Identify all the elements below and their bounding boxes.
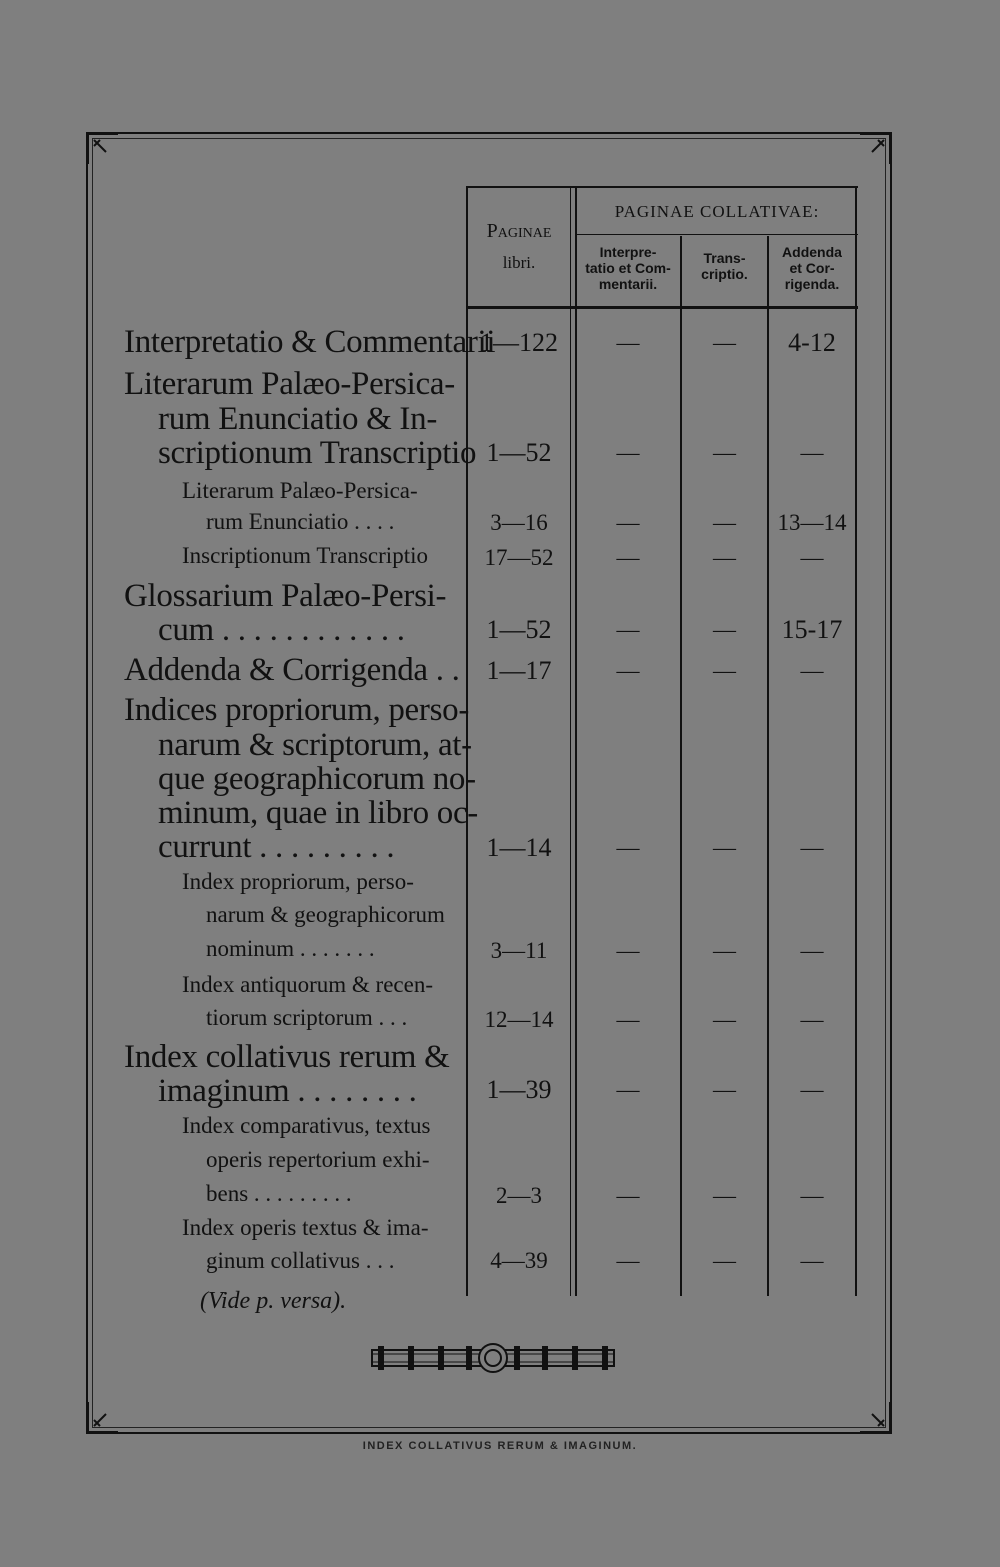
- pages-cell: 1—52: [486, 615, 552, 644]
- pages-cell: 17—52: [484, 545, 554, 570]
- interpretatio-cell: —: [616, 835, 640, 860]
- pages-cell: 1—17: [486, 656, 552, 685]
- interpretatio-cell: —: [616, 1248, 640, 1273]
- entry-title: cum . . . . . . . . . . . .: [158, 612, 405, 648]
- interpretatio-col-heading: Interpre- tatio et Com- mentarii.: [585, 244, 671, 292]
- entry-title: Inscriptionum Transcriptio: [182, 543, 428, 568]
- entry-title: operis repertorium exhi-: [206, 1147, 430, 1172]
- paginae-libri-heading: [468, 220, 570, 273]
- entry-title: Addenda & Corrigenda . .: [124, 652, 460, 688]
- interpretatio-cell: —: [616, 1077, 640, 1102]
- entry-title: Index antiquorum & recen-: [182, 972, 433, 997]
- entry-title: Index collativus rerum &: [124, 1039, 450, 1075]
- interpretatio-cell: —: [616, 658, 640, 683]
- entry-title: nominum . . . . . . .: [206, 936, 375, 961]
- addenda-col-heading: Addenda et Cor- rigenda.: [782, 244, 842, 292]
- interpretatio-cell: —: [616, 938, 640, 963]
- interpretatio-cell: —: [616, 617, 640, 642]
- transcriptio-cell: —: [713, 1183, 736, 1208]
- transcriptio-cell: —: [713, 440, 736, 465]
- pages-cell: 1—52: [486, 438, 552, 467]
- paginae-collativae-heading: PAGINAE COLLATIVAE:: [614, 202, 820, 221]
- table-right-rule: [855, 186, 857, 1296]
- entry-title: scriptionum Transcriptio: [158, 435, 477, 471]
- entry-title: minum, quae in libro oc-: [158, 795, 478, 831]
- transcriptio-cell: —: [713, 617, 736, 642]
- decorative-ornament: [370, 1340, 616, 1376]
- entry-title: tiorum scriptorum . . .: [206, 1005, 408, 1030]
- entry-title: Literarum Palæo-Persica-: [124, 366, 455, 402]
- pages-cell: 12—14: [484, 1007, 554, 1032]
- addenda-cell: —: [800, 1007, 824, 1032]
- transcriptio-cell: —: [713, 545, 736, 570]
- corner-ornament-top-left: [86, 132, 120, 166]
- col1-right-rule: [680, 236, 682, 1296]
- entry-title: ginum collativus . . .: [206, 1248, 395, 1273]
- pages-right-rule: [570, 186, 571, 1296]
- header-bottom-rule: [468, 306, 858, 309]
- corner-ornament-bottom-left: [86, 1400, 120, 1434]
- addenda-cell: —: [800, 658, 824, 683]
- addenda-cell: 15-17: [781, 615, 843, 644]
- interpretatio-cell: —: [616, 510, 640, 535]
- entry-title: bens . . . . . . . . .: [206, 1181, 352, 1206]
- corner-ornament-bottom-right: [858, 1400, 892, 1434]
- entry-title: narum & scriptorum, at-: [158, 727, 472, 763]
- interpretatio-cell: —: [616, 1183, 640, 1208]
- addenda-cell: 13—14: [777, 510, 847, 535]
- addenda-cell: —: [800, 440, 824, 465]
- transcriptio-cell: —: [713, 330, 736, 355]
- entry-title: Interpretatio & Commentarii: [124, 324, 496, 360]
- col2-right-rule: [767, 236, 769, 1296]
- transcriptio-cell: —: [713, 1077, 736, 1102]
- collativae-rule: [576, 234, 858, 235]
- pages-cell: 1—14: [486, 833, 552, 862]
- addenda-cell: —: [800, 938, 824, 963]
- corner-ornament-top-right: [858, 132, 892, 166]
- table-top-rule: [468, 186, 858, 188]
- interpretatio-cell: —: [616, 1007, 640, 1032]
- entry-title: rum Enunciatio & In-: [158, 401, 438, 437]
- entry-title: Index propriorum, perso-: [182, 869, 414, 894]
- entry-title: Index comparativus, textus: [182, 1113, 431, 1138]
- vide-note: (Vide p. versa).: [200, 1288, 347, 1314]
- interpretatio-cell: —: [616, 440, 640, 465]
- entry-title: Indices propriorum, perso-: [124, 692, 470, 728]
- running-footer: INDEX COLLATIVUS RERUM & IMAGINUM.: [362, 1440, 638, 1452]
- entry-title: que geographicorum no-: [158, 761, 476, 797]
- transcriptio-cell: —: [713, 938, 736, 963]
- transcriptio-cell: —: [713, 835, 736, 860]
- entry-title: Literarum Palæo-Persica-: [182, 478, 418, 503]
- entry-title: rum Enunciatio . . . .: [206, 509, 395, 534]
- paginae-label: Paginae: [486, 220, 552, 242]
- interpretatio-cell: —: [616, 545, 640, 570]
- transcriptio-cell: —: [713, 510, 736, 535]
- addenda-cell: —: [800, 1183, 824, 1208]
- pages-cell: 3—16: [490, 510, 548, 535]
- libri-label: libri.: [502, 253, 536, 272]
- pages-cell: 3—11: [490, 938, 548, 963]
- transcriptio-cell: —: [713, 1248, 736, 1273]
- interpretatio-cell: —: [616, 330, 640, 355]
- entry-title: Index operis textus & ima-: [182, 1215, 429, 1240]
- addenda-cell: 4-12: [788, 328, 836, 357]
- addenda-cell: —: [800, 1248, 824, 1273]
- addenda-cell: —: [800, 1077, 824, 1102]
- addenda-cell: —: [800, 545, 824, 570]
- entry-title: narum & geographicorum: [206, 902, 445, 927]
- entry-title: imaginum . . . . . . . .: [158, 1073, 417, 1109]
- addenda-cell: —: [800, 835, 824, 860]
- transcriptio-cell: —: [713, 1007, 736, 1032]
- entry-title: Glossarium Palæo-Persi-: [124, 578, 447, 614]
- transcriptio-cell: —: [713, 658, 736, 683]
- transcriptio-col-heading: Trans- criptio.: [701, 250, 748, 282]
- entry-title: currunt . . . . . . . . .: [158, 829, 395, 865]
- pages-cell: 1—39: [486, 1075, 552, 1104]
- pages-cell: 1—122: [480, 328, 558, 357]
- pages-cell: 4—39: [490, 1248, 548, 1273]
- pages-cell: 2—3: [496, 1183, 542, 1208]
